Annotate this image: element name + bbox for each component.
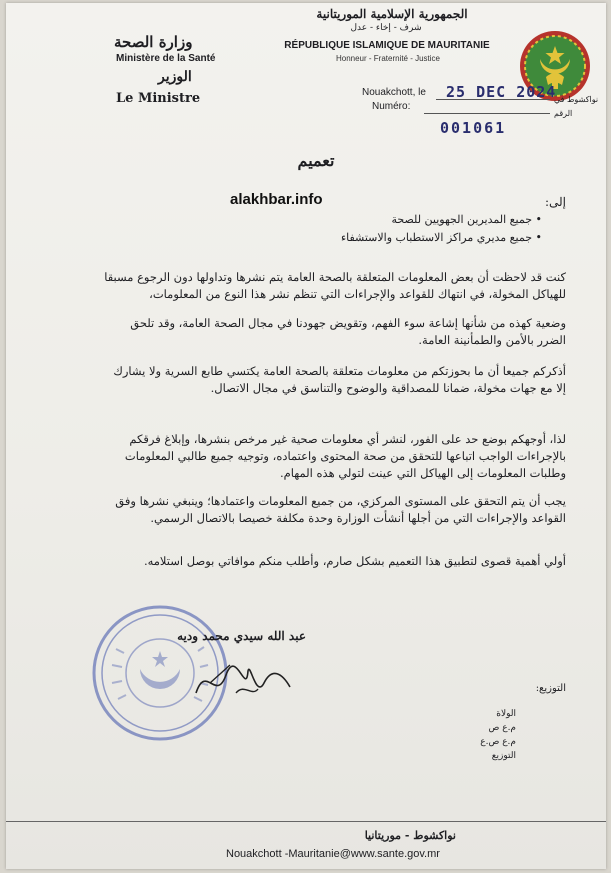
document-number: 001061 xyxy=(440,119,507,137)
handwritten-signature xyxy=(186,653,296,708)
ministry-name-ar: وزارة الصحة xyxy=(114,33,193,51)
distribution-item: التوزيع xyxy=(491,751,516,761)
body-paragraph: لذا، أوجهكم بوضع حد على الفور، لنشر أي معلومات صحية غير مرخص بنشرها، وإبلاغ فرقكم بالإجراءات الواجب اتباعها للتحقق من صحة المحتوى واعتماده، وتوجيه جميع طالبي المعلومات وطلبات المعلومات إلى الهياكل التي عينت لتولي هذه المهام. xyxy=(124,432,566,480)
motto-fr: Honneur - Fraternité - Justice xyxy=(335,54,441,63)
distribution-item: م.ع ص xyxy=(488,723,516,733)
distribution-label: التوزيع: xyxy=(535,683,566,694)
distribution-item: الولاة xyxy=(496,709,516,719)
distribution-item: م.ع ص.ع xyxy=(480,737,516,747)
republic-name-ar: الجمهورية الإسلامية الموريتانية xyxy=(316,7,468,21)
signatory-name: عبد الله سيدي محمد وديه xyxy=(177,629,306,643)
date-stamp: 25 DEC 2024 xyxy=(446,83,557,101)
document-title: تعميم xyxy=(297,151,335,170)
footer-divider xyxy=(6,821,606,822)
number-label-ar: الرقم xyxy=(554,109,573,118)
watermark: alakhbar.info xyxy=(230,191,323,208)
recipient-item: • جميع مديري مراكز الاستطباب والاستشفاء xyxy=(340,231,542,244)
recipients-label: إلى: xyxy=(544,195,566,209)
minister-title-ar: الوزير xyxy=(158,69,192,85)
minister-title-fr: Le Ministre xyxy=(116,91,201,106)
body-paragraph: أولي أهمية قصوى لتطبيق هذا التعميم بشكل صارم، وأطلب منكم موافاتي بوصل استلامه. xyxy=(143,554,566,568)
body-paragraph: كنت قد لاحظت أن بعض المعلومات المتعلقة بالصحة العامة يتم نشرها وتداولها دون الرجوع مسبقا للهياكل المخولة، في انتهاك للقواعد والإجراءات التي تنظم نشر هذا النوع من المعلومات، xyxy=(104,270,566,301)
letter-page xyxy=(6,3,606,869)
place-label: Nouakchott, le xyxy=(362,87,426,98)
motto-ar: شرف - إخاء - عدل xyxy=(350,23,422,33)
footer-contact: Nouakchott -Mauritanie@www.sante.gov.mr xyxy=(226,848,440,860)
recipient-text: جميع المديرين الجهويين للصحة xyxy=(391,213,532,226)
number-underline xyxy=(424,113,550,114)
footer-city-ar: نواكشوط - موريتانيا xyxy=(364,829,456,842)
number-label: Numéro: xyxy=(372,101,411,112)
recipient-item: • جميع المديرين الجهويين للصحة xyxy=(391,213,542,226)
body-paragraph: أذكركم جميعا أن ما بحوزتكم من معلومات متعلقة بالصحة العامة يكتسي طابع السرية ولا يشارك إلا مع جهات مخولة، ضمانا للمصداقية والوضوح والتناسق في مجال الاتصال. xyxy=(113,364,566,395)
ministry-name-fr: Ministère de la Santé xyxy=(116,53,216,64)
place-label-ar: نواكشوط في xyxy=(554,95,599,104)
recipient-text: جميع مديري مراكز الاستطباب والاستشفاء xyxy=(340,231,532,244)
republic-name-fr: RÉPUBLIQUE ISLAMIQUE DE MAURITANIE xyxy=(284,40,490,51)
body-paragraph: وضعية كهذه من شأنها إشاعة سوء الفهم، وتقويض جهودنا في مجال الصحة العامة، وقد تلحق الضرر بالأمن والطمأنينة العامة. xyxy=(130,316,566,347)
body-paragraph: يجب أن يتم التحقق على المستوى المركزي، من جميع المعلومات واعتمادها؛ وينبغي نشرها وفق القواعد والإجراءات التي من أجلها أنشأت الوزارة وحدة مكلفة خصيصا بالاتصال الرسمي. xyxy=(115,494,566,525)
